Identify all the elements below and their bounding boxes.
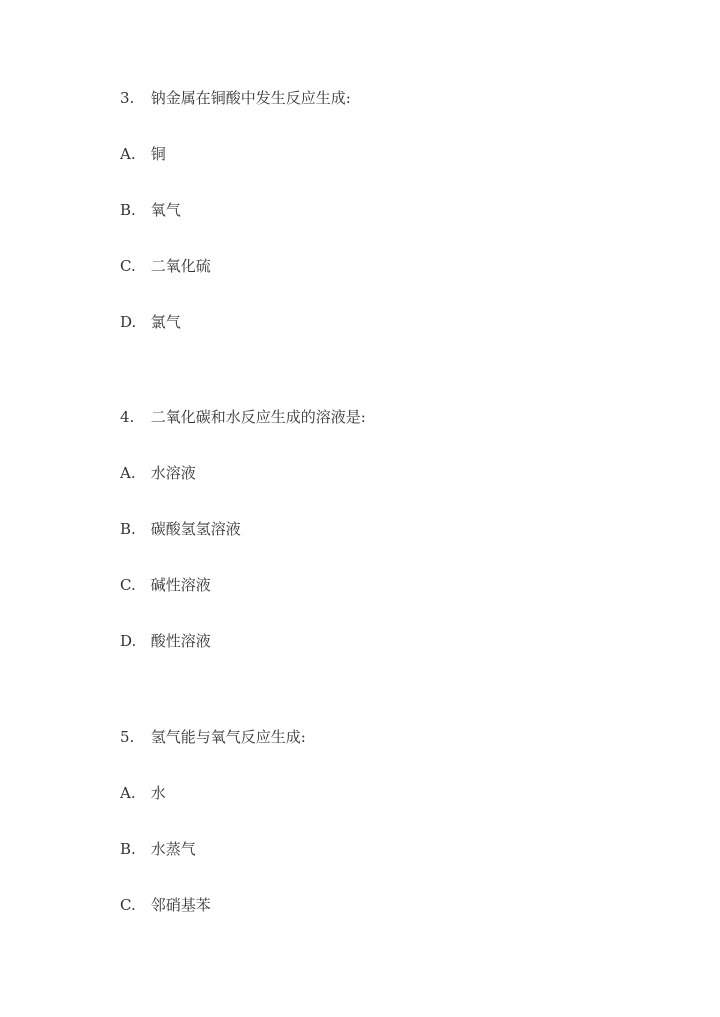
option-letter: C. <box>120 576 136 594</box>
question-number: 3. <box>120 89 135 107</box>
question-3-option-b <box>120 200 181 220</box>
option-text: 铜 <box>150 145 166 163</box>
option-text: 碱性溶液 <box>150 576 211 594</box>
option-letter: B. <box>120 201 136 219</box>
option-letter: A. <box>120 464 136 482</box>
question-4-option-d <box>120 631 211 651</box>
option-text: 邻硝基苯 <box>150 896 211 914</box>
question-5-stem <box>120 727 306 747</box>
question-text: 氢气能与氧气反应生成: <box>150 728 306 746</box>
question-5-option-a <box>120 783 166 803</box>
question-5-option-b <box>120 839 196 859</box>
option-letter: A. <box>120 784 136 802</box>
question-5-option-c <box>120 895 211 915</box>
option-text: 二氧化硫 <box>150 257 211 275</box>
option-letter: A. <box>120 145 136 163</box>
question-number: 5. <box>120 728 135 746</box>
option-letter: B. <box>120 520 136 538</box>
option-letter: D. <box>120 632 137 650</box>
option-letter: D. <box>120 313 137 331</box>
question-3-stem <box>120 88 351 108</box>
option-text: 水 <box>150 784 166 802</box>
option-text: 氧气 <box>150 201 181 219</box>
option-letter: C. <box>120 896 136 914</box>
question-text: 二氧化碳和水反应生成的溶液是: <box>150 408 366 426</box>
option-text: 碳酸氢氢溶液 <box>150 520 241 538</box>
question-number: 4. <box>120 408 135 426</box>
option-text: 酸性溶液 <box>150 632 211 650</box>
option-letter: B. <box>120 840 136 858</box>
question-3-option-c <box>120 256 211 276</box>
option-letter: C. <box>120 257 136 275</box>
question-4-stem <box>120 407 366 427</box>
question-4-option-a <box>120 463 196 483</box>
question-4-option-c <box>120 575 211 595</box>
option-text: 水蒸气 <box>150 840 196 858</box>
option-text: 氯气 <box>150 313 181 331</box>
question-3-option-a <box>120 144 166 164</box>
question-text: 钠金属在铜酸中发生反应生成: <box>150 89 351 107</box>
question-4-option-b <box>120 519 241 539</box>
question-3-option-d <box>120 312 181 332</box>
option-text: 水溶液 <box>150 464 196 482</box>
